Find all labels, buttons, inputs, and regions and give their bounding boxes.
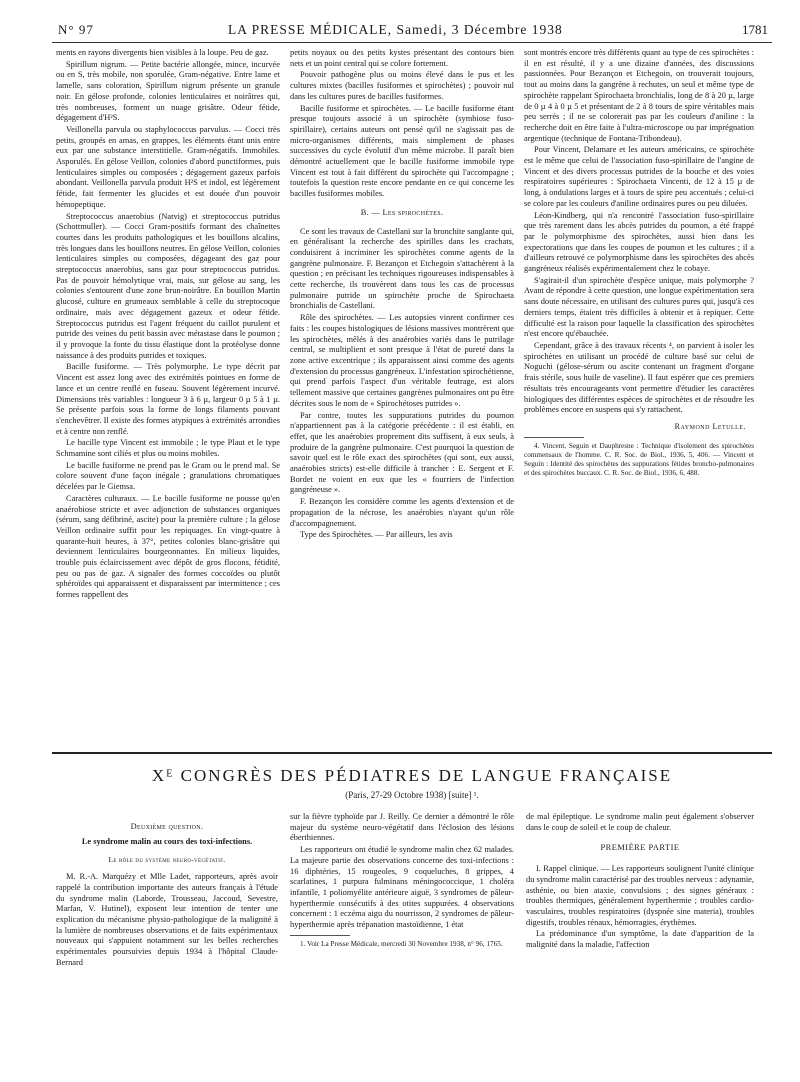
paragraph: Le bacille fusiforme ne prend pas le Gram ou le prend mal. Se colore souvent d'une façon inégale ; granulations chromatiques décelées par le Giemsa. [56, 460, 280, 492]
paragraph: Cependant, grâce à des travaux récents ⁴, on parvient à isoler les spirochètes en utilisant un procédé de culture basé sur celui de Noguchi (gélose-sérum ou ascite contenant un fragment d'organe frais stérile, sous huile de vaseline). Il faut espérer que ces premiers résultats très encourageants vont permettre d'étudier les caractères biologiques des différentes espèces de spirochètes et de résoudre les problèmes encore en suspens qui s'y rattachent. [524, 340, 754, 415]
lower-column-3 [526, 812, 754, 1076]
section-divider [52, 752, 772, 754]
page-number: 1781 [742, 22, 768, 37]
paragraph: sur la fièvre typhoïde par J. Reilly. Ce dernier a démontré le rôle majeur du système neuro-végétatif dans l'éclosion des lésions éberthiennes. [290, 812, 514, 843]
paragraph: Léon-Kindberg, qui n'a rencontré l'association fuso-spirillaire que très rarement dans les abcès putrides du poumon, a été frappé par le polymorphisme des spirochètes, aussi bien dans les expectorations que dans les coupes de poumon et les cultures ; il a d'ailleurs retrouvé ce polymorphisme dans les spirochètes des abcès gangréneux réalisés expérimentalement chez le cobaye. [524, 210, 754, 274]
paragraph: Rôle des spirochètes. — Les autopsies vinrent confirmer ces faits : les coupes histologiques de lésions massives montrèrent que les spirochètes, mêlés à des anaérobies variés dans le putrilage central, se multiplient et sont presque à l'état de pureté dans la zone active excentrique ; ils apparaissent ainsi comme des agents d'extension du processus gangréneux. L'infestation spirochétienne, qui prend parfois l'aspect d'un véritable feutrage, est alors tellement massive que certaines gangrènes pulmonaires ont pu être décrites sous le nom de « Spirochétoses putrides ». [290, 313, 514, 408]
issue-number: N° 97 [58, 22, 94, 37]
lower-column-2 [290, 812, 514, 1076]
footnote-rule [290, 935, 350, 936]
footnote-rule [524, 437, 584, 438]
paragraph: Pour Vincent, Delamare et les auteurs américains, ce spirochète est le même que celui de l'association fuso-spirillaire de l'angine de Vincent et des divers processus putrides de la bouche et des voies respiratoires supérieures : Spirochaeta Vincenti, de 12 à 15 µ de long, à ondulations larges et à tours de spire peu accentués ; celui-ci se colore par les couleurs d'aniline ordinaires pures ou peu diluées. [524, 145, 754, 208]
paragraph: petits noyaux ou des petits kystes présentant des contours bien nets et un point central qui se colore fortement. [290, 48, 514, 68]
column-2 [290, 48, 514, 748]
paragraph: ments en rayons divergents bien visibles à la loupe. Peu de gaz. [56, 48, 269, 57]
column-3 [524, 48, 754, 748]
running-header [58, 22, 768, 42]
congress-subtitle: (Paris, 27-29 Octobre 1938) [suite] ¹. [345, 790, 479, 800]
paragraph: Les rapporteurs ont étudié le syndrome malin chez 62 malades. La majeure partie des observations concerne des toxi-infections : 16 diphtéries, 15 rougeoles, 9 coqueluches, 8 grippes, 4 scarlatines, 1 purpura fulminans méningococcique, 1 choléra infantile, 1 poliomyélite antérieure aiguë, 3 syndromes de pâleur-hyperthermie consécutifs à des otites suppurées. 4 observations concernent : 1 eczéma aigu du nourrisson, 2 syndromes de pâleur-hyperthermie après trépanation mastoïdienne, 1 état [290, 845, 514, 930]
paragraph: Par contre, toutes les suppurations putrides du poumon n'appartiennent pas à la catégorie précédente : il est établi, en effet, que les anaérobies proprement dits suffisent, à eux seuls, à produire de la gangrène pulmonaire. C'est pourquoi la question de savoir quel est le rôle exact des spirochètes (qui sont, eux aussi, anaérobies stricts) est-elle difficile à trancher : E. Sergent et F. Bordet ne voient en eux que les « fourriers de l'infection gangréneuse ». [290, 410, 514, 495]
question-label: Deuxième question. [130, 822, 204, 831]
journal-title: LA PRESSE MÉDICALE, Samedi, 3 Décembre 1938 [228, 22, 563, 37]
paragraph: Bacille fusiforme et spirochètes. — Le bacille fusiforme étant presque toujours associé à un spirochète (symbiose fuso-spirillaire), certains auteurs ont pensé qu'il ne s'agissait pas de micro-organismes différents, mais simplement de phases successives du cycle évolutif d'un même microbe. Il paraît bien démontré actuellement que le bacille fusiforme immobile type Vincent est tout à fait différent du spirochète qui l'accompagne ; toutefois la question reste encore pendante en ce qui concerne les bacilles fusiformes mobiles. [290, 103, 514, 199]
paragraph: sont montrés encore très différents quant au type de ces spirochètes : il en est résulté, il y a une dizaine d'années, des discussions passionnées. Pour Bezançon et Etchegoin, on trouverait toujours, tout au moins dans la gangrène à rechutes, un seul et même type de spirochète rappelant Spirochaeta bronchialis, long de 8 à 20 µ, large de 0 µ 4 à 0 µ 5 et présentant de 2 à 8 tours de spire véritables mais peu serrés ; il ne se colorerait pas par les couleurs d'aniline : la recherche doit en être faite à l'ultra-microscope ou par imprégnation argentique (technique de Fontana-Tribondeau). [524, 48, 754, 143]
paragraph: de mal épileptique. Le syndrome malin peut également s'observer dans le coup de soleil et le coup de chaleur. [526, 812, 754, 832]
footnote: 4. Vincent, Seguin et Dauphresne : Technique d'isolement des spirochètes commensaux de l'homme. C. R. Soc. de Biol., 1936, 5, 406. — Vincent et Seguin : Identité des spirochètes des suppurations fétides broncho-pulmonaires et des spirochètes buccaux. C. R. Soc. de Biol., 1936, 6, 488. [524, 441, 754, 477]
column-1 [56, 48, 280, 748]
paragraph: I. Rappel clinique. — Les rapporteurs soulignent l'unité clinique du syndrome malin caractérisé par des troubles nerveux : adynamie, asthénie, ou bien ataxie, convulsions ; des signes généraux : troubles thermiques, généralement hyperthermie ; troubles cardio-vasculaires, troubles respiratoires (dyspnée sine materia), troubles digestifs, troubles rénaux, hémorragies, érythèmes. [526, 864, 754, 927]
paragraph: Streptococcus anaerobius (Natvig) et streptococcus putridus (Schottmuller). — Cocci Gram-positifs formant des chaînettes courtes dans les produits pathologiques et les bouillons alcalins, très longues dans les bouillons neutres. En gélose Veillon, colonies lenticulaires simples ou composées, dégageant des gaz pour streptococcus anaerobius, sans gaz pour streptococcus putridus. Pas de pouvoir hémolytique vrai, mais, sur gélose au sang, les colonies s'entourent d'une zone brun-noirâtre. En bouillon Martin glucosé, culture en grumeaux semblable à celle du streptocoque ordinaire, mais avec dégagement gazeux et odeur fétide. Streptococcus putridus est l'agent fréquent du caillot purulent et putride des veines du petit bassin avec métastase dans le poumon ; il y provoque la fonte du tissu élastique dont la protéolyse donne naissance à des produits putrides et toxiques. [56, 211, 280, 360]
section-subheading: B. — Les spirochètes. [360, 207, 444, 217]
paragraph: Veillonella parvula ou staphylococcus parvulus. — Cocci très petits, groupés en amas, en grappes, les éléments étant unis entre eux par une substance interstitielle. Gram-négatifs. Immobiles. Asporulés. En gélose Veillon, colonies d'abord punctiformes, puis lenticulaires simples ou composées ; dégagement gazeux parfois abondant. Veillonella parvula produit H²S et indol, est légèrement fétide, fait fermenter les glucides et est douée d'un pouvoir hémopeptique. [56, 124, 280, 209]
paragraph: Le bacille type Vincent est immobile ; le type Plaut et le type Schmamine sont ciliés et plus ou moins mobiles. [56, 438, 280, 459]
author-signature: Raymond Letulle. [674, 421, 746, 431]
paragraph: La prédominance d'un symptôme, la date d'apparition de la malignité dans la maladie, l'affection [526, 929, 754, 950]
lower-column-1 [56, 818, 278, 1076]
paragraph: F. Bezançon les considère comme les agents d'extension et de propagation de la nécrose, les anaérobies n'ayant qu'un rôle d'accompagnement. [290, 497, 514, 528]
paragraph: Bacille fusiforme. — Très polymorphe. Le type décrit par Vincent est assez long avec des extrémités pointues en forme de lance et un centre renflé en fuseau. Souvent légèrement incurvé. Dimensions très variables : longueur 3 à 6 µ, largeur 0 µ 5 à 1 µ. Se présente parfois sous la forme de longs filaments pouvant s'enchevêtrer. Il existe des formes atypiques à extrémités arrondies et à centre non renflé. [56, 362, 280, 436]
paragraph: S'agirait-il d'un spirochète d'espèce unique, mais polymorphe ? Avant de répondre à cette question, une longue expérimentation sera sans doute nécessaire, en utilisant des cultures pures qui, jusqu'à ces derniers temps, étaient très difficiles à obtenir et à repiquer. Cette difficulté est la raison pour laquelle la classification des spirochètes n'est encore qu'ébauchée. [524, 275, 754, 339]
question-heading: Le syndrome malin au cours des toxi-infections. [81, 836, 253, 846]
paragraph: M. R.-A. Marquézy et Mlle Ladet, rapporteurs, après avoir rappelé la contribution importante des auteurs français à l'étude du syndrome malin (Laborde, Trousseau, Jaccoud, Sevestre, Marfan, V. Hutinel), exposent leur intention de tenter une explication du mécanisme physio-pathologique de la malignité à la lumière de nombreuses observations et de faits expérimentaux nouveaux qui s'appuient notamment sur les belles recherches expérimentales poursuivies depuis 1934 à l'hôpital Claude-Bernard [56, 872, 278, 967]
paragraph: Ce sont les travaux de Castellani sur la bronchite sanglante qui, en généralisant la recherche des spirilles dans les crachats, conduisirent à incriminer les spirochètes comme agents de la gangrène pulmonaire. F. Bezançon et Etchegoin s'attachèrent à la question ; en précisant les techniques rigoureuses indispensables à cette recherche, ils trouvèrent dans tous les cas de processus pulmonaire putride un spirochète proche de Spirochaeta bronchialis de Castellani. [290, 226, 514, 311]
paragraph: Spirillum nigrum. — Petite bactérie allongée, mince, incurvée ou en S, très mobile, non sporulée, Gram-négative. Entre lame et lamelle, sans coloration, Spirillum nigrum présente un granule noir. En gélose profonde, colonies lenticulaires et noirâtres qui, très nombreuses, forment un nuage grisâtre. Odeur fétide, dégagement d'H²S. [56, 59, 280, 123]
congress-title: Xᴱ CONGRÈS DES PÉDIATRES DE LANGUE FRANÇAISE [151, 766, 673, 785]
header-rule [52, 42, 772, 43]
paragraph: Pouvoir pathogène plus ou moins élevé dans le pus et les cultures mixtes (bacilles fusiformes et spirochètes) ; pouvoir nul dans les cultures pures de bacilles fusiformes. [290, 70, 514, 101]
paragraph: Caractères culturaux. — Le bacille fusiforme ne pousse qu'en anaérobiose stricte et avec adjonction de substances organiques (sérum, sang défibriné, ascite) pour la première culture ; la gélose Veillon ordinaire suffit pour les repiquages. En vingt-quatre à quarante-huit heures, à 37°, petites colonies blanc-grisâtre qui deviennent lenticulaires bourgeonnantes. En milieux liquides, trouble puis éclaircissement avec dépôt de gros flocons, fétidité, peu ou pas de gaz. A signaler des formes coccoïdes ou plutôt sphéroïdes qui apparaissent et disparaissent par intermittence ; ces formes rappellent des [56, 493, 280, 600]
part-heading: PREMIÈRE PARTIE [600, 843, 680, 853]
footnote: 1. Voir La Presse Médicale, mercredi 30 Novembre 1938, n° 96, 1765. [300, 939, 503, 948]
subsection-heading: Le rôle du système neuro-végétatif. [108, 855, 226, 865]
paragraph: Type des Spirochètes. — Par ailleurs, les avis [300, 530, 453, 540]
